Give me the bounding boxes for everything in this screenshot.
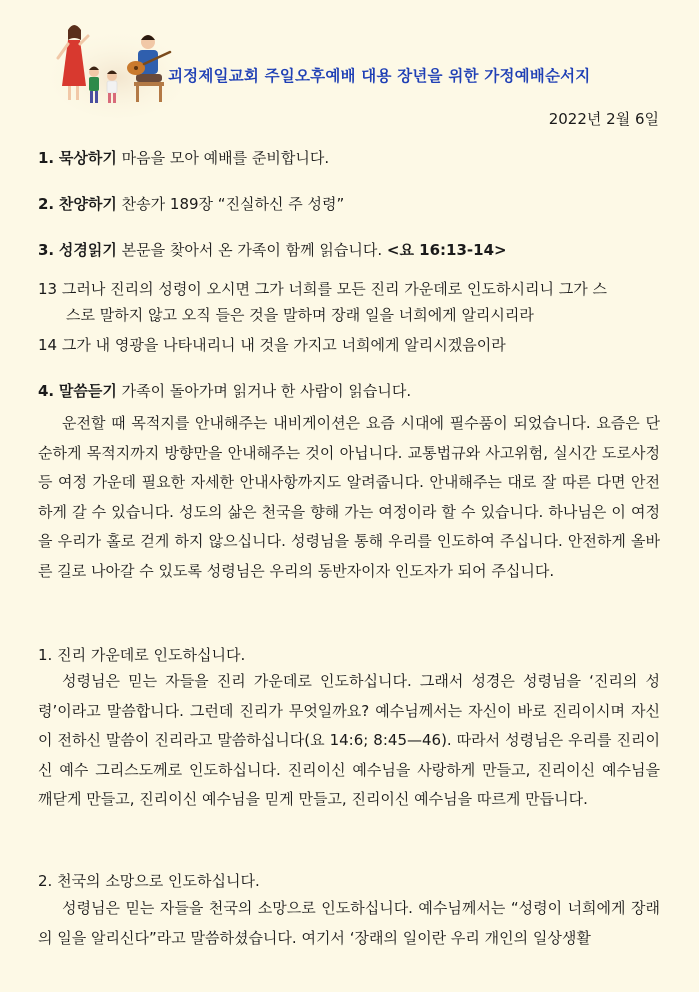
verse-14: 14 그가 내 영광을 나타내리니 내 것을 가지고 너희에게 알리시겠음이라 <box>38 336 506 354</box>
page-title: 괴정제일교회 주일오후예배 대용 장년을 위한 가정예배순서지 <box>168 67 591 85</box>
step-number: 4. <box>38 382 55 400</box>
step-number: 3. <box>38 241 55 259</box>
point-2-title: 2. 천국의 소망으로 인도하십니다. <box>38 872 260 890</box>
family-worship-illustration-icon <box>48 18 188 118</box>
sermon-intro: 운전할 때 목적지를 안내해주는 내비게이션은 요즘 시대에 필수품이 되었습니다. 요즘은 단순하게 목적지까지 방향만을 안내해주는 것이 아닙니다. 교통법규와 사고위험, 실시간 도로사정 등 여정 가운데 필요한 자세한 안내사항까지도 알려줍니다. 안내해주는 대로 잘 따른 다면 안전하게 갈 수 있습니다. 성도의 삶은 천국을 향해 가는 여정이라 할 수 있습니다. 하나님은 이 여정을 우리가 홀로 걷게 하지 않으십니다. 성령님을 통해 우리를 인도하여 주십니다. 안전하게 올바른 길로 나아갈 수 있도록 성령님은 우리의 동반자이자 인도자가 되어 주십니다. <box>38 414 660 580</box>
verse-13-line-1: 13 그러나 진리의 성령이 오시면 그가 너희를 모든 진리 가운데로 인도하시리니 그가 스 <box>38 280 607 298</box>
step-text: 본문을 찾아서 온 가족이 함께 읽습니다. <box>121 241 383 259</box>
step-heading: 말씀듣기 <box>58 382 117 400</box>
scripture-passage <box>38 276 662 358</box>
step-number: 2. <box>38 195 55 213</box>
point-2-text: 성령님은 믿는 자들을 천국의 소망으로 인도하십니다. 예수님께서는 “성령이 너희에게 장래의 일을 알리신다”라고 말씀하셨습니다. 여기서 ‘장래의 일이란 우리 개인의 일상생활 <box>38 899 660 947</box>
worship-date: 2022년 2월 6일 <box>548 110 659 128</box>
step-heading: 찬양하기 <box>58 195 117 213</box>
verse-13-line-2: 스로 말하지 않고 오직 들은 것을 말하며 장래 일을 너희에게 알리시리라 <box>66 306 534 324</box>
step-text: 마음을 모아 예배를 준비합니다. <box>121 149 330 167</box>
step-number: 1. <box>38 149 55 167</box>
step-meditate <box>38 147 329 168</box>
scripture-reference: <요 16:13-14> <box>386 241 507 259</box>
step-heading: 성경읽기 <box>58 241 117 259</box>
point-1-text: 성령님은 믿는 자들을 진리 가운데로 인도하십니다. 그래서 성경은 성령님을 ‘진리의 성령’이라고 말씀합니다. 그런데 진리가 무엇일까요? 예수님께서는 자신이 바로 진리이시며 자신이 전하신 말씀이 진리라고 말씀하십니다(요 14:6; 8:45—46). 따라서 성령님은 우리를 진리이신 예수 그리스도께로 인도하십니다. 진리이신 예수님을 사랑하게 만들고, 진리이신 예수님을 깨닫게 만들고, 진리이신 예수님을 믿게 만들고, 진리이신 예수님을 따르게 만듭니다. <box>38 672 660 808</box>
step-praise <box>38 193 344 214</box>
step-text: 가족이 돌아가며 읽거나 한 사람이 읽습니다. <box>121 382 412 400</box>
step-heading: 묵상하기 <box>58 149 117 167</box>
step-hear-sermon <box>38 380 411 401</box>
step-read-scripture <box>38 239 507 260</box>
point-1-title: 1. 진리 가운데로 인도하십니다. <box>38 646 246 664</box>
step-text: 찬송가 189장 “진실하신 주 성령” <box>121 195 345 213</box>
